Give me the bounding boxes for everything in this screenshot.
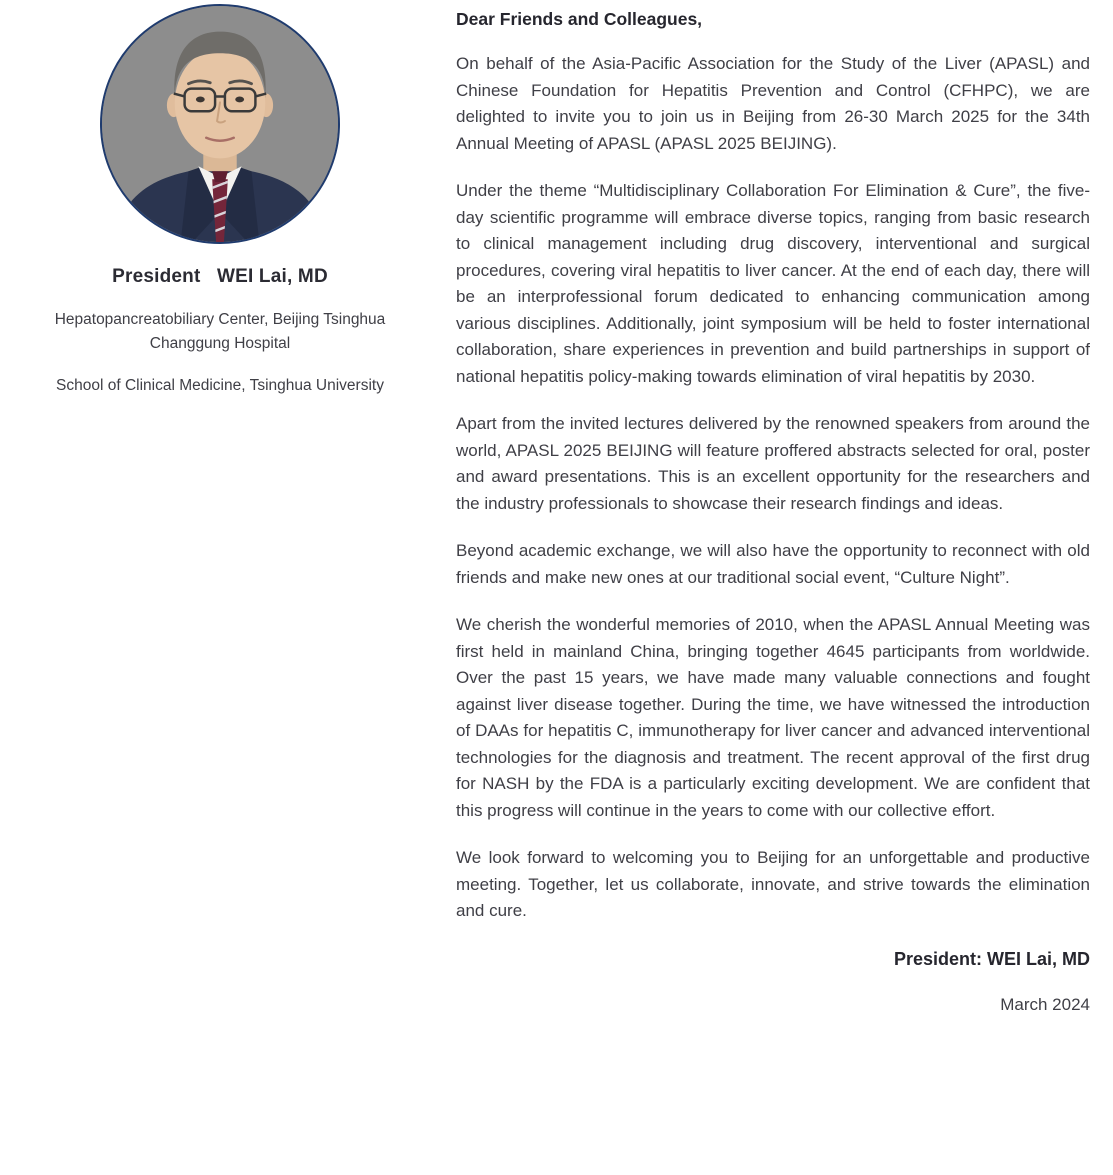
affiliation-hospital: Hepatopancreatobiliary Center, Beijing Tsinghua Changgung Hospital [54, 311, 386, 353]
letter-date: March 2024 [1000, 994, 1090, 1014]
letter-paragraph-3: Apart from the invited lectures delivered by the renowned speakers from around the world, APASL 2025 BEIJING will feature proffered abstracts selected for oral, poster and award presentations. This is an excellent opportunity for the researchers and the industry professionals to showcase their research findings and ideas. [456, 414, 1090, 513]
letter-paragraph-4: Beyond academic exchange, we will also have the opportunity to reconnect with old friends and make new ones at our traditional social event, “Culture Night”. [456, 541, 1090, 587]
eye-right [235, 96, 244, 102]
letter-salutation: Dear Friends and Colleagues, [456, 9, 703, 29]
letter-paragraph-5: We cherish the wonderful memories of 2010, when the APASL Annual Meeting was first held in mainland China, bringing together 4645 participants from worldwide. Over the past 15 years, we have made many valuable connections and fought against liver disease together. During the time, we have witnessed the introduction of DAAs for hepatitis C, immunotherapy for liver cancer and advanced interventional technologies for the diagnosis and treatment. The recent approval of the first drug for NASH by the FDA is a particularly exciting development. We are confident that this progress will continue in the years to come with our collective effort. [456, 615, 1090, 820]
letter-paragraph-6: We look forward to welcoming you to Beijing for an unforgettable and productive meeting. Together, let us collaborate, innovate, and strive towards the elimination and cure. [456, 848, 1090, 920]
eye-left [196, 96, 205, 102]
letter-paragraph-2: Under the theme “Multidisciplinary Collaboration For Elimination & Cure”, the five-day scientific programme will embrace diverse topics, ranging from basic research to clinical management including drug discovery, interventional and surgical procedures, covering viral hepatitis to liver cancer. At the end of each day, there will be an interprofessional forum dedicated to enhancing communication among various disciplines. Additionally, joint symposium will be held to foster international collaboration, share experiences in prevention and build partnerships in support of national hepatitis policy-making towards elimination of viral hepatitis by 2030. [456, 181, 1090, 386]
letter-signature: President: WEI Lai, MD [893, 948, 1090, 969]
affiliation-university: School of Clinical Medicine, Tsinghua University [56, 377, 384, 395]
president-portrait-photo [100, 4, 340, 244]
president-profile-column [0, 0, 440, 1175]
letter-body-column [440, 0, 1113, 1175]
portrait-illustration [102, 6, 338, 242]
letter-paragraph-1: On behalf of the Asia-Pacific Association for the Study of the Liver (APASL) and Chinese Foundation for Hepatitis Prevention and Control (CFHPC), we are delighted to invite you to join us in Beijing from 26-30 March 2025 for the 34th Annual Meeting of APASL (APASL 2025 BEIJING). [456, 54, 1090, 153]
president-name-title: President WEI Lai, MD [112, 266, 328, 287]
